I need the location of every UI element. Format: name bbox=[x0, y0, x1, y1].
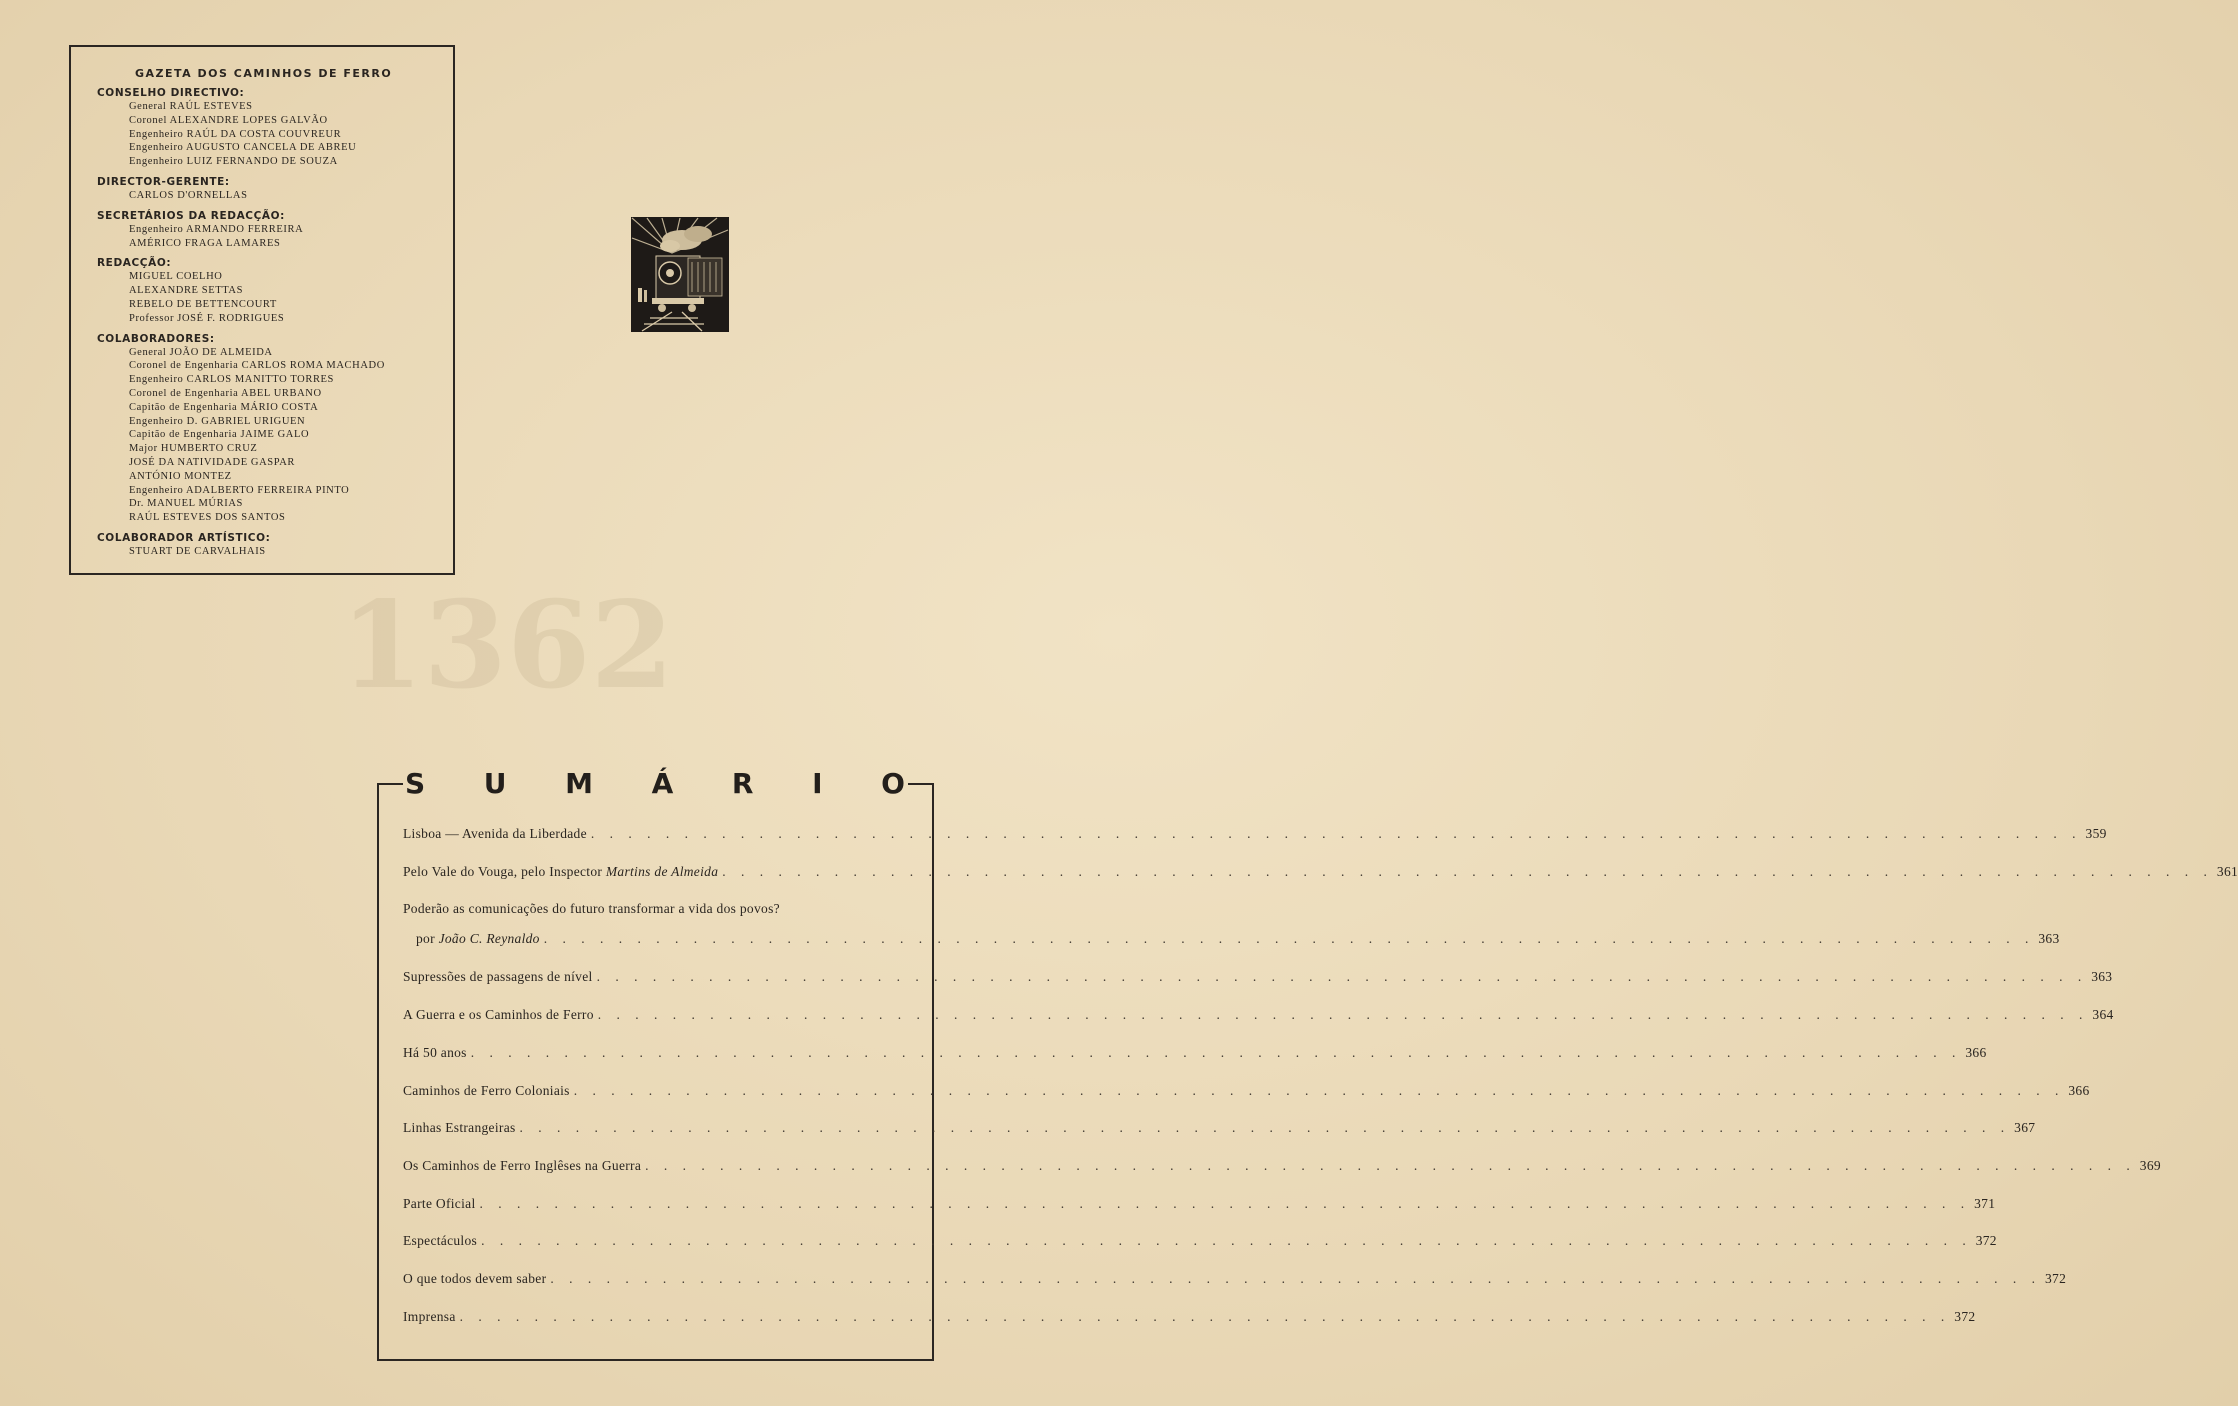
staff-member: Major HUMBERTO CRUZ bbox=[129, 443, 258, 455]
toc-page-number: 361 bbox=[2216, 863, 2238, 879]
staff-section bbox=[97, 175, 453, 203]
staff-member: CARLOS D'ORNELLAS bbox=[129, 189, 248, 201]
toc-entry-text: Espectáculos bbox=[403, 1233, 478, 1249]
summary-title-letter: O bbox=[881, 767, 905, 800]
staff-member: Coronel de Engenharia CARLOS ROMA MACHADO bbox=[129, 360, 385, 372]
staff-section bbox=[97, 256, 453, 325]
staff-member: ALEXANDRE SETTAS bbox=[129, 285, 244, 297]
toc-leader-dots: . . . . . . . . . . . . . . . . . . . . . . . . . . . . . . . . . . . . . . . . . . . . . . . . . . . . . . . . . . . . . . . . . . . . . . . . . . . . . . . . bbox=[470, 1044, 1962, 1060]
toc-leader-dots: . . . . . . . . . . . . . . . . . . . . . . . . . . . . . . . . . . . . . . . . . . . . . . . . . . . . . . . . . . . . . . . . . . . . . . . . . . . . . . . . bbox=[543, 931, 2035, 947]
toc-entry-title bbox=[403, 1196, 476, 1212]
toc-leader-dots: . . . . . . . . . . . . . . . . . . . . . . . . . . . . . . . . . . . . . . . . . . . . . . . . . . . . . . . . . . . . . . . . . . . . . . . . . . . . . . . . bbox=[459, 1308, 1951, 1324]
toc-leader-dots: . . . . . . . . . . . . . . . . . . . . . . . . . . . . . . . . . . . . . . . . . . . . . . . . . . . . . . . . . . . . . . . . . . . . . . . . . . . . . . . . bbox=[596, 969, 2088, 985]
toc-entry bbox=[403, 1157, 2161, 1174]
toc-page-number: 369 bbox=[2139, 1157, 2161, 1173]
staff-member: Professor JOSÉ F. RODRIGUES bbox=[129, 312, 285, 324]
section-heading: COLABORADOR ARTÍSTICO: bbox=[97, 531, 271, 544]
toc-entry-title bbox=[403, 1083, 570, 1099]
section-heading: COLABORADORES: bbox=[97, 332, 215, 345]
toc-leader-dots: . . . . . . . . . . . . . . . . . . . . . . . . . . . . . . . . . . . . . . . . . . . . . . . . . . . . . . . . . . . . . . . . . . . . . . . . . . . . . . . . bbox=[479, 1195, 1971, 1211]
toc-entry bbox=[403, 1195, 1996, 1212]
toc-entry-title bbox=[416, 931, 540, 947]
toc-entry bbox=[403, 1120, 2036, 1136]
staff-member: Coronel de Engenharia ABEL URBANO bbox=[129, 387, 322, 399]
toc-entry bbox=[403, 826, 2107, 842]
toc-entry-text: Parte Oficial bbox=[403, 1195, 476, 1211]
toc-leader-dots: . . . . . . . . . . . . . . . . . . . . . . . . . . . . . . . . . . . . . . . . . . . . . . . . . . . . . . . . . . . . . . . . . . . . . . . . . . . . . . . . bbox=[573, 1082, 2065, 1098]
staff-member: General RAÚL ESTEVES bbox=[129, 101, 253, 112]
summary-title-letter: I bbox=[812, 767, 823, 800]
toc-entry-text: Os Caminhos de Ferro Inglêses na Guerra bbox=[403, 1157, 642, 1173]
toc-leader-dots: . . . . . . . . . . . . . . . . . . . . . . . . . . . . . . . . . . . . . . . . . . . . . . . . . . . . . . . . . . . . . . . . . . . . . . . . . . . . . . . . bbox=[645, 1157, 2136, 1173]
staff-member: Dr. MANUEL MÚRIAS bbox=[129, 498, 243, 510]
staff-sections bbox=[97, 86, 453, 559]
toc-entry-author: João C. Reynaldo bbox=[438, 931, 540, 947]
summary-title-letter: Á bbox=[651, 767, 674, 800]
toc-page-number: 366 bbox=[2068, 1082, 2090, 1098]
toc-entry-title bbox=[403, 864, 718, 880]
toc-leader-dots: . . . . . . . . . . . . . . . . . . . . . . . . . . . . . . . . . . . . . . . . . . . . . . . . . . . . . . . . . . . . . . . . . . . . . . . . . . . . . . . . bbox=[722, 863, 2213, 879]
toc-entry-title bbox=[403, 1045, 467, 1061]
toc-page-number: 367 bbox=[2014, 1120, 2036, 1136]
toc-entry-text: Supressões de passagens de nível bbox=[403, 969, 593, 985]
toc-entry bbox=[403, 1082, 2090, 1099]
staff-member: General JOÃO DE ALMEIDA bbox=[129, 346, 273, 358]
toc-page-number: 372 bbox=[1954, 1308, 1976, 1324]
summary-title-letter: U bbox=[483, 767, 507, 800]
summary-title-letter: M bbox=[565, 767, 594, 800]
toc-page-number: 372 bbox=[2045, 1271, 2067, 1286]
staff-member: Coronel ALEXANDRE LOPES GALVÃO bbox=[129, 114, 328, 126]
staff-member: STUART DE CARVALHAIS bbox=[129, 545, 266, 557]
toc-page-number: 359 bbox=[2085, 826, 2107, 841]
toc-entry-title bbox=[403, 1271, 546, 1287]
staff-member: Engenheiro RAÚL DA COSTA COUVREUR bbox=[129, 128, 342, 140]
toc-entry-text: Caminhos de Ferro Coloniais bbox=[403, 1082, 570, 1098]
toc-entry bbox=[403, 1007, 2114, 1023]
toc-entry-text: Há 50 anos bbox=[403, 1044, 467, 1060]
staff-member: Engenheiro CARLOS MANITTO TORRES bbox=[129, 374, 334, 386]
staff-member: REBELO DE BETTENCOURT bbox=[129, 298, 277, 310]
toc-entry-title bbox=[403, 1233, 477, 1249]
toc-page-number: 366 bbox=[1965, 1044, 1987, 1060]
section-heading: SECRETÁRIOS DA REDACÇÃO: bbox=[97, 209, 285, 222]
toc-leader-dots: . . . . . . . . . . . . . . . . . . . . . . . . . . . . . . . . . . . . . . . . . . . . . . . . . . . . . . . . . . . . . . . . . . . . . . . . . . . . . . . . bbox=[597, 1007, 2089, 1023]
summary-title-letter: R bbox=[731, 767, 754, 800]
toc-entry bbox=[403, 863, 2238, 880]
staff-box bbox=[69, 45, 455, 575]
staff-section bbox=[97, 86, 453, 169]
staff-member: Engenheiro ADALBERTO FERREIRA PINTO bbox=[129, 484, 350, 496]
toc-entry-prefix: por bbox=[416, 931, 439, 947]
staff-member: Engenheiro LUIZ FERNANDO DE SOUZA bbox=[129, 156, 338, 168]
staff-section bbox=[97, 209, 453, 251]
toc-page-number: 363 bbox=[2038, 931, 2060, 947]
staff-member: Engenheiro AUGUSTO CANCELA DE ABREU bbox=[129, 142, 357, 154]
toc-leader-dots: . . . . . . . . . . . . . . . . . . . . . . . . . . . . . . . . . . . . . . . . . . . . . . . . . . . . . . . . . . . . . . . . . . . . . . . . . . . . . . . . bbox=[590, 826, 2082, 841]
staff-member: ANTÓNIO MONTEZ bbox=[129, 470, 232, 482]
staff-member: JOSÉ DA NATIVIDADE GASPAR bbox=[129, 456, 296, 468]
toc-entry bbox=[403, 1044, 1987, 1061]
toc-page-number: 363 bbox=[2091, 969, 2113, 985]
toc-page-number: 372 bbox=[1975, 1233, 1997, 1249]
toc-entry-text: Linhas Estrangeiras bbox=[403, 1120, 516, 1136]
summary-title-letter: S bbox=[405, 767, 426, 800]
toc-leader-dots: . . . . . . . . . . . . . . . . . . . . . . . . . . . . . . . . . . . . . . . . . . . . . . . . . . . . . . . . . . . . . . . . . . . . . . . . . . . . . . . . bbox=[550, 1271, 2041, 1286]
toc-entry-title bbox=[403, 1120, 516, 1136]
toc-entry-title bbox=[403, 969, 593, 985]
staff-section bbox=[97, 332, 453, 525]
publication-title: GAZETA DOS CAMINHOS DE FERRO bbox=[135, 67, 393, 80]
staff-member: AMÉRICO FRAGA LAMARES bbox=[129, 237, 281, 249]
toc-entry bbox=[416, 931, 2060, 947]
toc-entry bbox=[403, 1233, 1997, 1249]
staff-member: RAÚL ESTEVES DOS SANTOS bbox=[129, 512, 286, 524]
toc-entry-text: A Guerra e os Caminhos de Ferro bbox=[403, 1007, 594, 1023]
section-heading: REDACÇÃO: bbox=[97, 257, 172, 270]
toc-entry bbox=[403, 1271, 2067, 1287]
toc-entry-text: Pelo Vale do Vouga, pelo Inspector bbox=[403, 863, 606, 879]
toc-entry-title bbox=[403, 826, 587, 842]
toc-entry-text: O que todos devem saber bbox=[403, 1271, 547, 1286]
toc-entry-title bbox=[403, 1309, 456, 1325]
toc-entry-title bbox=[403, 1158, 641, 1174]
staff-member: Capitão de Engenharia MÁRIO COSTA bbox=[129, 401, 319, 413]
staff-member: Engenheiro ARMANDO FERREIRA bbox=[129, 223, 304, 235]
toc-entry-text: Lisboa — Avenida da Liberdade bbox=[403, 826, 587, 841]
toc-entry-title bbox=[403, 1007, 594, 1023]
toc-entry-title: Poderão as comunicações do futuro transformar a vida dos povos? bbox=[403, 901, 780, 917]
toc-page-number: 364 bbox=[2092, 1007, 2114, 1023]
toc-entry bbox=[403, 969, 2113, 985]
staff-member: Engenheiro D. GABRIEL URIGUEN bbox=[129, 415, 306, 427]
toc-entry-author: Martins de Almeida bbox=[605, 863, 719, 879]
locomotive-woodcut-icon bbox=[631, 217, 729, 332]
staff-member: MIGUEL COELHO bbox=[129, 271, 223, 283]
toc-leader-dots: . . . . . . . . . . . . . . . . . . . . . . . . . . . . . . . . . . . . . . . . . . . . . . . . . . . . . . . . . . . . . . . . . . . . . . . . . . . . . . . . bbox=[481, 1233, 1972, 1249]
staff-member: Capitão de Engenharia JAIME GALO bbox=[129, 429, 310, 441]
toc-entry bbox=[403, 1308, 1976, 1325]
section-heading: CONSELHO DIRECTIVO: bbox=[97, 87, 245, 99]
toc-entry-text: Imprensa bbox=[403, 1308, 456, 1324]
toc-leader-dots: . . . . . . . . . . . . . . . . . . . . . . . . . . . . . . . . . . . . . . . . . . . . . . . . . . . . . . . . . . . . . . . . . . . . . . . . . . . . . . . . bbox=[519, 1120, 2011, 1136]
section-heading: DIRECTOR-GERENTE: bbox=[97, 175, 230, 188]
toc-page-number: 371 bbox=[1974, 1195, 1996, 1211]
staff-section bbox=[97, 531, 453, 559]
